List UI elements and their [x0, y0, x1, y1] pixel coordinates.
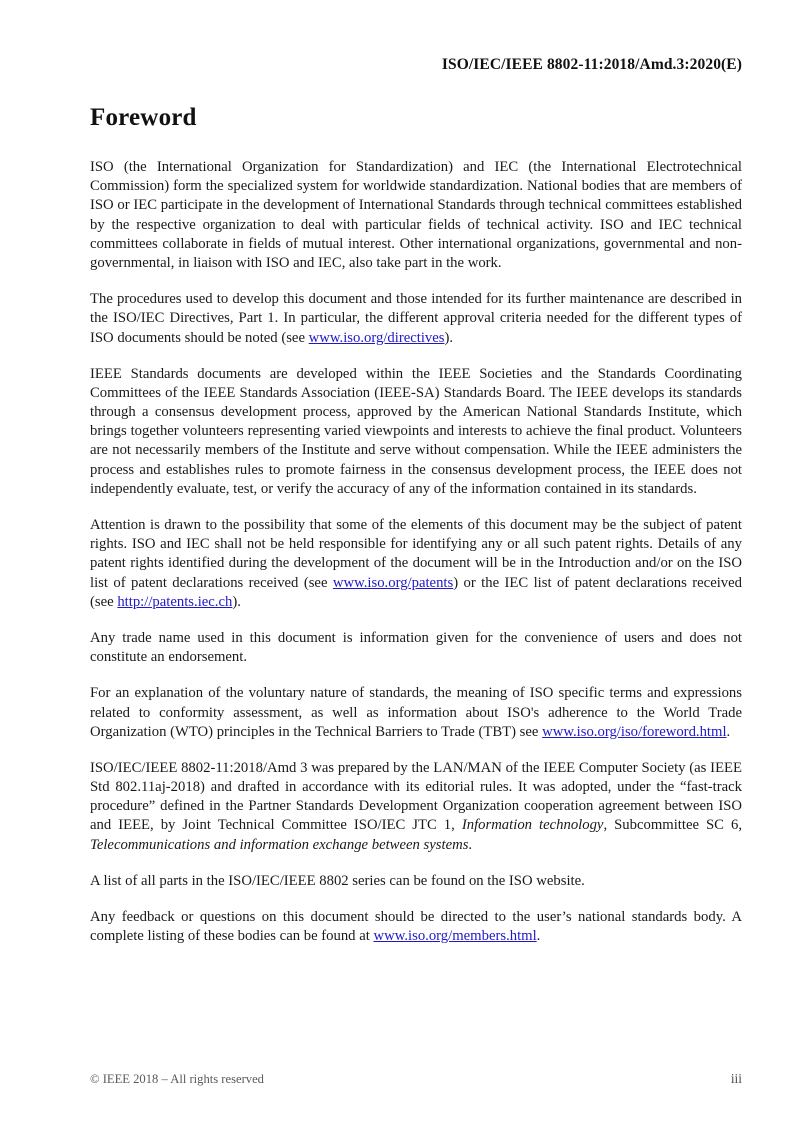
link-iec-patents[interactable]: http://patents.iec.ch	[117, 593, 233, 610]
paragraph-amendment-text-2: , Subcommittee SC 6,	[603, 817, 742, 834]
page-title: Foreword	[90, 104, 197, 131]
link-iso-directives[interactable]: www.iso.org/directives	[308, 329, 445, 346]
paragraph-feedback-text-after: .	[536, 928, 541, 945]
paragraph-amendment-text-1: ISO/IEC/IEEE 8802-11:2018/Amd 3 was prepared by the LAN/MAN of the IEEE Computer Society (as IEEE Std 802.11aj-2018) and drafted in accordance with its editorial rules. It was adopted, under the “fast-track procedure” defined in the Partner Standards Development Organization cooperation agreement between ISO and IEEE, by Joint Technical Committee ISO/IEC JTC 1,	[90, 759, 742, 834]
paragraph-patent-rights	[90, 516, 742, 612]
link-iso-members[interactable]: www.iso.org/members.html	[373, 928, 537, 945]
paragraph-patent-text-after: ).	[232, 593, 241, 610]
paragraph-patent-text-before: Attention is drawn to the possibility that some of the elements of this document may be the subject of patent rights. ISO and IEC shall not be held responsible for identifying any or all such patent rights. Details of any patent rights identified during the development of the document will be in the Introduction and/or on the ISO list of patent declarations received (see	[90, 517, 742, 591]
footer-copyright: © IEEE 2018 – All rights reserved	[90, 1072, 264, 1086]
committee-title-information-technology: Information technology	[461, 817, 604, 834]
page-footer	[90, 1071, 742, 1087]
paragraph-ieee-standards: IEEE Standards documents are developed within the IEEE Societies and the Standards Coordinating Committees of the IEEE Standards Association (IEEE-SA) Standards Board. The IEEE develops its standards through a consensus development process, approved by the American National Standards Institute, which brings together volunteers representing varied viewpoints and interests to achieve the final product. Volunteers are not necessarily members of the Institute and serve without compensation. While the IEEE administers the process and establishes rules to promote fairness in the consensus development process, the IEEE does not independently evaluate, test, or verify the accuracy of any of the information contained in its standards.	[90, 365, 742, 497]
link-iso-foreword[interactable]: www.iso.org/iso/foreword.html	[542, 723, 727, 740]
paragraph-patent-text-between: ) or the IEC list of patent declarations received (see	[90, 574, 743, 610]
paragraph-iso-iec-intro: ISO (the International Organization for Standardization) and IEC (the International Electrotechnical Commission) form the specialized system for worldwide standardization. National bodies that are members of ISO or IEC participate in the development of International Standards through technical committees established by the respective organization to deal with particular fields of technical activity. ISO and IEC technical committees collaborate in fields of mutual interest. Other international organizations, governmental and non-governmental, in liaison with ISO and IEC, also take part in the work.	[90, 159, 742, 271]
paragraph-procedures-text-before: The procedures used to develop this document and those intended for its further maintenance are described in the ISO/IEC Directives, Part 1. In particular, the different approval criteria needed for the different types of ISO documents should be noted (see	[90, 291, 742, 346]
paragraph-feedback-text-before: Any feedback or questions on this document should be directed to the user’s national standards body. A complete listing of these bodies can be found at	[90, 909, 742, 945]
paragraph-voluntary-text-before: For an explanation of the voluntary nature of standards, the meaning of ISO specific terms and expressions related to conformity assessment, as well as information about ISO's adherence to the World Trade Organization (WTO) principles in the Technical Barriers to Trade (TBT) see	[90, 685, 742, 740]
paragraph-amendment-text-3: .	[468, 836, 473, 853]
paragraph-procedures-text-after: ).	[444, 329, 454, 346]
paragraph-amendment-preparation	[90, 759, 742, 855]
paragraph-trade-name: Any trade name used in this document is information given for the convenience of users and does not constitute an endorsement.	[90, 629, 742, 666]
subcommittee-title-telecommunications: Telecommunications and information exchange between systems	[90, 836, 469, 853]
footer-page-number: iii	[730, 1071, 742, 1086]
paragraph-parts-list: A list of all parts in the ISO/IEC/IEEE 8802 series can be found on the ISO website.	[90, 872, 585, 889]
paragraph-voluntary-nature	[90, 684, 742, 742]
document-header-standard-id: ISO/IEC/IEEE 8802-11:2018/Amd.3:2020(E)	[441, 56, 742, 73]
paragraph-feedback	[90, 908, 742, 946]
document-body	[90, 104, 742, 946]
paragraph-procedures	[90, 290, 742, 348]
paragraph-voluntary-text-after: .	[726, 723, 731, 740]
link-iso-patents[interactable]: www.iso.org/patents	[332, 574, 454, 591]
